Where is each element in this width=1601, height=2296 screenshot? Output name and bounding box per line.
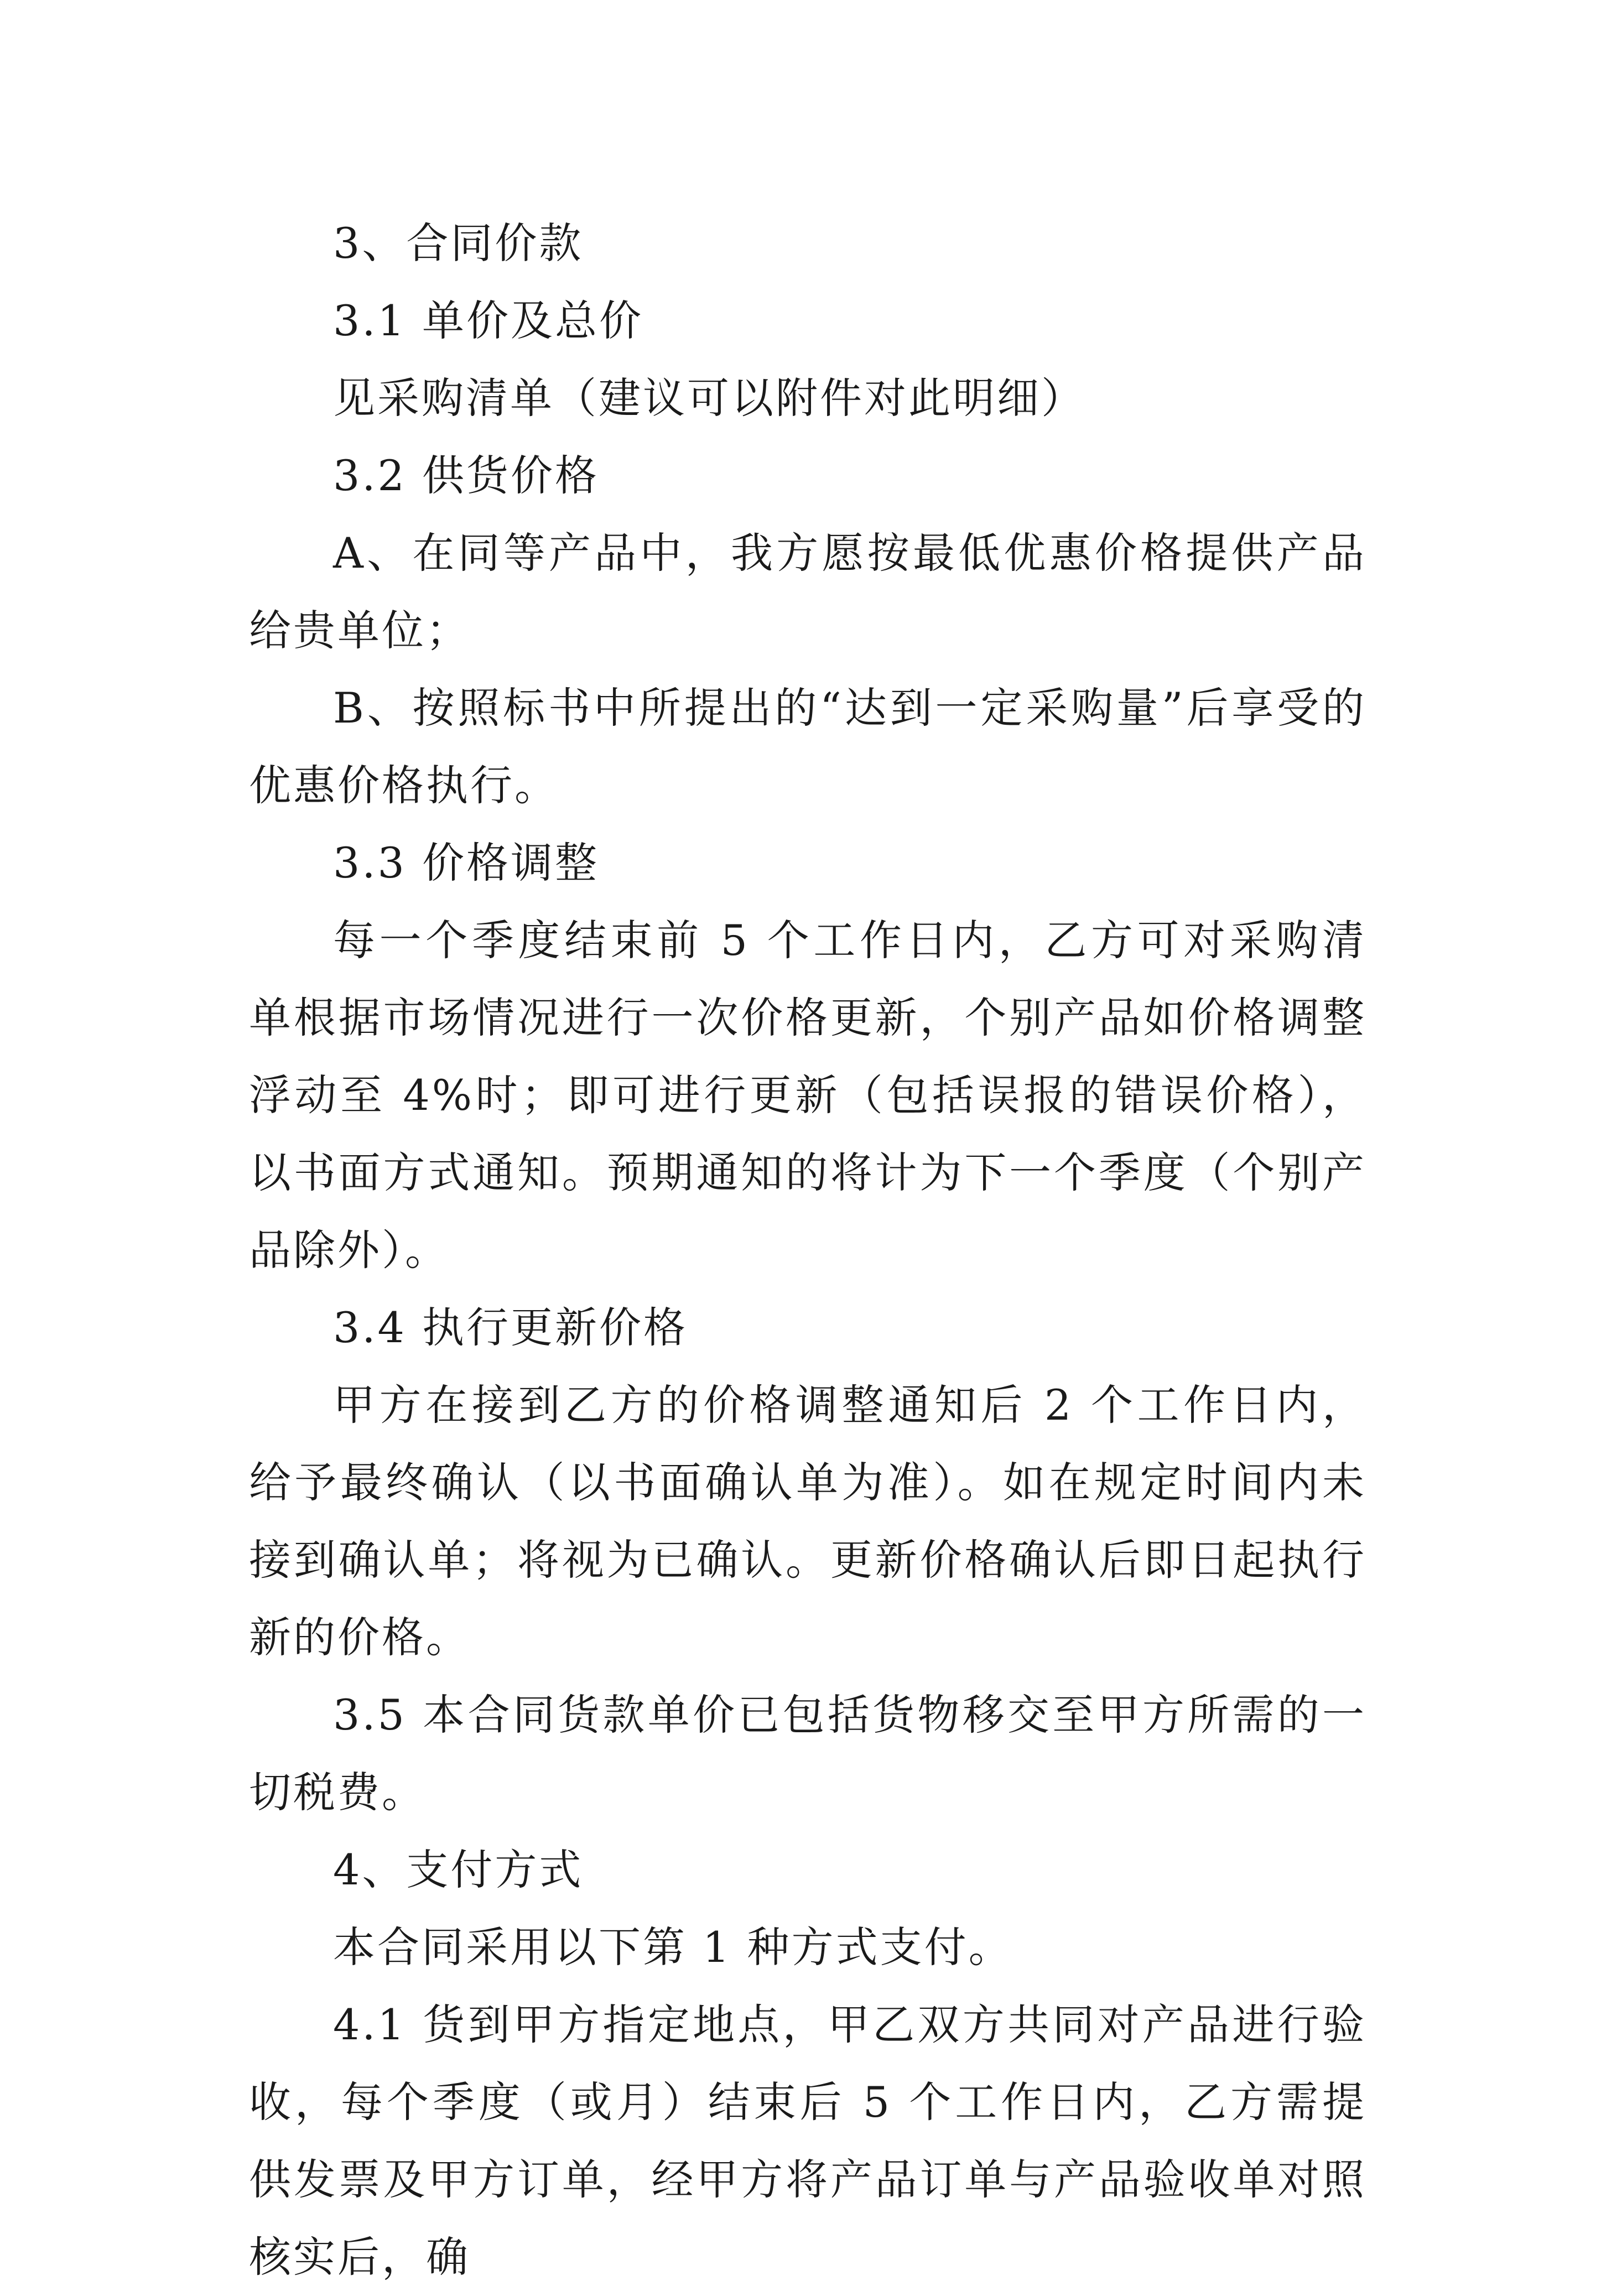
paragraph-payment-option: 本合同采用以下第 1 种方式支付。 <box>333 1923 1013 1972</box>
subheading-unit-and-total-price: 3.1 单价及总价 <box>333 296 644 345</box>
paragraph-taxes-included: 3.5 本合同货款单价已包括货物移交至甲方所需的一切税费。 <box>249 1690 1366 1817</box>
subheading-price-adjustment: 3.3 价格调整 <box>333 838 600 887</box>
paragraph-price-adjustment: 每一个季度结束前 5 个工作日内，乙方可对采购清单根据市场情况进行一次价格更新，个别产品如价格调整浮动至 4%时；即可进行更新（包括误报的错误价格），以书面方式通知。预期通知的将计为下一个季度（个别产品除外）。 <box>249 916 1366 1275</box>
paragraph-item-a: A、在同等产品中，我方愿按最低优惠价格提供产品给贵单位； <box>249 528 1366 655</box>
paragraph-confirmation: 甲方在接到乙方的价格调整通知后 2 个工作日内，给予最终确认（以书面确认单为准）。如在规定时间内未接到确认单；将视为已确认。更新价格确认后即日起执行新的价格。 <box>249 1380 1366 1662</box>
paragraph-see-purchase-list: 见采购清单（建议可以附件对此明细） <box>333 373 1085 423</box>
subheading-execute-updated-price: 3.4 执行更新价格 <box>333 1303 688 1352</box>
section-heading-contract-price: 3、合同价款 <box>333 219 584 268</box>
section-heading-payment-method: 4、支付方式 <box>333 1845 584 1894</box>
subheading-supply-price: 3.2 供货价格 <box>333 451 600 500</box>
document-body <box>249 205 1366 2296</box>
paragraph-payment-terms: 4.1 货到甲方指定地点，甲乙双方共同对产品进行验收，每个季度（或月）结束后 5 个工作日内，乙方需提供发票及甲方订单，经甲方将产品订单与产品验收单对照核实后，确 <box>249 2000 1366 2282</box>
paragraph-item-b: B、按照标书中所提出的“达到一定采购量”后享受的优惠价格执行。 <box>249 683 1366 810</box>
